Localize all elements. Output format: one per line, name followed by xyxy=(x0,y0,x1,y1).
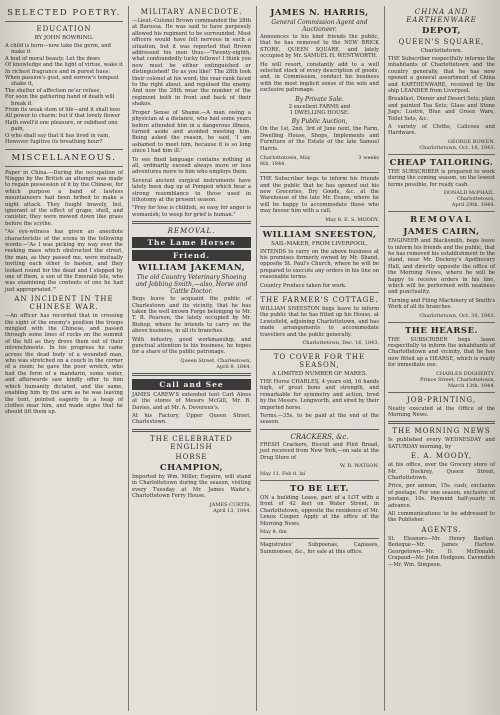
poem-body xyxy=(5,43,123,146)
harris-body: Announces to his kind friends the public, that he has removed to the NEW BRICK STORE, QUEEN SQUARE, and lately occupied by Mr. SAMUEL H. WENTWORTH. xyxy=(260,34,379,60)
subpoena-notice: Magistrates' Subpoenas, Capiases, Summonses, &c., for sale at this office. xyxy=(260,542,379,555)
agents-body: St. Eleanors—Mr. Henry Bastian. Bedeque—Mr. James Harlow. Georgetown—Mr. D. McDonald. Crapaud—Mr. John Hodgson. Cavendish—Mr. Wm. Simpson. xyxy=(388,535,495,568)
farmer-cottage-signature: Charlottetown, Dec. 16, 1843. xyxy=(302,340,379,346)
morning-news-notice: All communications to be addressed to the Publisher. xyxy=(388,511,495,524)
job-printing-body: Neatly executed at the Office of the Morning News. xyxy=(388,405,495,418)
cairn-name: JAMES CAIRN, xyxy=(403,227,480,238)
misc-paragraph: Paper in China.—During the occupation of Ningpo by the British an attempt was made to regain possession of it by the Chinese, for which purpose a band of lawless mountaineers had been bribed to make a night attack. They fought bravely, but, ignorant of the effect of grape, shell, and canister, they were mowed down like grass before the scythe. xyxy=(5,169,123,227)
poem-line: A child is born—now take the germ, and make it xyxy=(5,43,111,56)
poem-author: BY JOHN BOWRING. xyxy=(34,35,94,41)
cover-header: TO COVER FOR THE SEASON, xyxy=(273,353,366,369)
divider xyxy=(388,211,495,212)
divider xyxy=(260,538,379,539)
cover-terms: Terms.—35s. to be paid at the end of the season. xyxy=(260,413,379,426)
depot-signature: GEORGE BOWEN. Charlottetown, Oct. 18, 1843. xyxy=(419,138,495,151)
auction-weeks: 3 weeks xyxy=(358,155,379,162)
removal-header: REMOVAL xyxy=(410,215,473,226)
harris-name: JAMES N. HARRIS, xyxy=(270,8,369,18)
column-4 xyxy=(384,6,498,711)
divider xyxy=(260,226,379,227)
poem-line: All power to charm; but if that lovely flower xyxy=(5,113,121,120)
celebrated-title: HORSE xyxy=(175,452,208,461)
jakeman-body-2: With industry, good workmanship, and punctual attention to his business, he hopes for a share of the public patronage. xyxy=(132,336,251,356)
morning-news-header: THE MORNING NEWS xyxy=(392,427,491,436)
publisher-name: E. A. MOODY, xyxy=(410,452,473,461)
sneeston-subtitle: SAIL-MAKER, FROM LIVERPOOL, xyxy=(271,240,368,247)
divider xyxy=(5,149,123,150)
military-header: MILITARY ANECDOTE. xyxy=(140,8,243,16)
depot-items: Breakfast, Dinner and Desert Sets; plain and painted Tea Sets; Glass and Stone Jugs; Lustre, Blue and Green Ware, Toilet Sets, &c. xyxy=(388,96,495,122)
call-body: JAMES CAREW'S extended tent Cart Aloes at the stores of Messrs McGill, Mr. B. Davies, and at Mr. A. Devereux's. xyxy=(132,391,251,411)
depot-also: A variety of Cloths, Calicoes and Hardware. xyxy=(388,124,495,137)
column-3 xyxy=(256,6,382,711)
farmer-cottage-header: THE FARMER'S COTTAGE. xyxy=(260,295,379,304)
crackers-body: FRESH Crackers, Biscuit and Pilot Bread, just received from New York,—on sale at the Drug Store of xyxy=(260,441,379,461)
surgeons-paragraph: Several ancient surgical instruments have lately been dug up at Pompeii which bear a strong resemblance to those used in lithotomy at the present season. xyxy=(132,177,251,203)
misc-header: MISCELLANEOUS. xyxy=(11,152,117,163)
auction-signature: Charlottetown, May 8th, 1844. xyxy=(260,155,311,168)
auction-body: On the 1st, 2nd, 3rd of June next, the Farm, Dwelling House, Shops, Implements and Furniture of the Estate of the late Samuel Harris. xyxy=(260,126,379,152)
call-and-see-banner: Call and See xyxy=(132,379,251,390)
to-let-body: ON a building Lease, part of a LOT with a front of 42 feet on Water Street, in Charlottetown, opposite the residence of Mr. Lenox Cooper. Apply at the office of the Morning News. xyxy=(260,495,379,527)
divider xyxy=(260,480,379,481)
cover-subtitle: A LIMITED NUMBER OF MARES. xyxy=(271,371,368,377)
poem-title: EDUCATION xyxy=(36,25,92,33)
divider xyxy=(260,429,379,430)
lame-horses-banner: The Lame Horses xyxy=(132,237,251,248)
divider xyxy=(132,373,251,376)
divider xyxy=(388,322,495,323)
crackers-date: May 11. Feb 8. lsi xyxy=(260,471,306,478)
divider xyxy=(388,421,495,424)
poem-line: However fugitive its breathing hour? xyxy=(5,139,103,146)
poem-line: Of knowledge and the light of virtue, wake it xyxy=(5,62,123,69)
divider xyxy=(260,292,379,293)
private-sale-items: 2 excellent FARMS and 1 DWELLING HOUSE. xyxy=(288,103,351,117)
farmer-cottage-body: WILLIAM SNEESTON begs leave to inform the public that he has fitted up his House, at Lewisfield, adjoining Charlottetown, and has made arrangements to accommodate travellers and the public generally. xyxy=(260,305,379,338)
cover-body: THE Horse CHARLES, 4 years old, 16 hands high, of great bone and strength, and remarkable for symmetry and action, bred by the Messrs. Longworth, and sired by their imported horse. xyxy=(260,379,379,411)
champion-body: Imported by Wm. Miller, Esquire, will stand in Charlottetown during the season, visiting every Tuesday at Mr. James Waite's, Charlottetown Ferry House. xyxy=(132,473,251,500)
to-let-header: TO BE LET. xyxy=(290,484,349,495)
divider xyxy=(5,166,123,167)
harris-body-2: He will resort, constantly add to a well selected stock of every description of goods, and, in Commission, conduct his business with the most implicit sense of the sole and exclusive patronage. xyxy=(260,61,379,94)
agents-header: AGENTS. xyxy=(421,525,462,534)
poem-line: From its weak stem of life—and it shall lose xyxy=(5,107,121,114)
celebrated-header: THE CELEBRATED ENGLISH xyxy=(150,434,233,451)
sneeston-footer: Country Produce taken for work. xyxy=(260,282,347,289)
morning-news-body: Is published every WEDNESDAY and SATURDAY morning, by xyxy=(388,437,495,450)
depot-location: Charlottetown. xyxy=(420,48,463,54)
moody-notice-body: THE Subscriber begs to inform his friends and the public that he has opened out his new Groceries, Dry Goods, &c. at the Warehouse of the late Mr. Evans, where he will be happy to accommodate those who may favour him with a call. xyxy=(260,176,379,215)
china-depot-header: CHINA AND EARTHENWARE xyxy=(406,8,477,24)
hearse-signature: CHARLES DOGHERTY. Prince Street, Charlottetown, March 13th, 1844. xyxy=(420,370,495,389)
poem-line: For soon the gathering hand of death will break it xyxy=(5,94,115,107)
crackers-signature: W. R. WATSON. xyxy=(339,463,379,470)
tailoring-body: THE SUBSCRIBER is prepared to work during the coming season, on the lowest terms possible, for ready cash. xyxy=(388,168,495,188)
champion-signature: JAMES CURTIS, April 13, 1844. xyxy=(209,501,251,514)
divider xyxy=(260,172,379,173)
misc-paragraph: "As eye-witness has given an anecdote characteristic of the scene in the following words:—'As I was picking my way over the reeking mass which obstructed the street, the man, as they passed me, were mutually inviting each other to hasten, and they looked round for the dead and I stopped by one of them, a son of the Emerald Isle, who was examining the contents of one he had just appropriated.'" xyxy=(5,229,123,293)
crackers-header: CRACKERS, &c. xyxy=(290,432,349,441)
removal-header: REMOVAL. xyxy=(167,227,216,236)
to-let-date: May 8. 6m xyxy=(260,529,287,536)
job-printing-header: JOB-PRINTING, xyxy=(406,395,477,404)
tailoring-header: CHEAP TAILORING. xyxy=(389,157,494,168)
champion-name: CHAMPION, xyxy=(159,462,224,473)
morning-news-body-2: at his office, over the Grocery store of Mr. Dockrey, Queen Street, Charlottetown. xyxy=(388,462,495,482)
idioms-paragraph: To see fixed language contains nothing at all, ordinarily exceed always more or less adventures more to him who employs them. xyxy=(132,156,251,176)
short-paragraph: "Prey for lose is childish, so easy for anger is womanish; to weep for grief is human." xyxy=(132,205,251,218)
auction-footer xyxy=(260,154,379,169)
poetry-header: SELECTED POETRY. xyxy=(7,8,121,18)
morning-news-terms: Price, per annum, 15s. cash, exclusive of postage. For one season, exclusive of postage, 10s. Payment half-yearly in advance. xyxy=(388,483,495,509)
column-1 xyxy=(2,6,126,711)
friend-banner: Friend. xyxy=(132,250,251,261)
column-2 xyxy=(128,6,254,711)
sneeston-name: WILLIAM SNEESTON, xyxy=(262,229,377,240)
jakeman-signature: Queen Street, Charlestown, April 8, 1844. xyxy=(180,357,251,370)
divider xyxy=(132,429,251,432)
cairn-signature: Charlottetown, Oct. 30, 1843. xyxy=(419,312,495,319)
divider xyxy=(5,21,123,22)
jakeman-subtitle: The old Country Veterinary Shoeing and Jobbing Smith,—also, Horse and Cattle Doctor. xyxy=(135,274,248,296)
auction-header: By Public Auction, xyxy=(291,118,348,126)
private-sale-header: By Private Sale. xyxy=(295,95,344,103)
poem-line: Hath swell'd one pleasure, or subdued one pain, xyxy=(5,119,118,133)
jakeman-name: WILLIAM JAKEMAN, xyxy=(137,263,246,274)
depot-title: DEPOT, xyxy=(422,26,461,36)
moody-notice-signature: May 8. E. S. MOODY. xyxy=(325,216,379,223)
poem-line: O who shall say that it has lived in vain, xyxy=(5,132,110,139)
chinese-war-header: AN INCIDENT IN THE CHINESE WAR. xyxy=(14,295,114,312)
depot-body: THE Subscriber respectfully informs the inhabitants of Charlottetown and the country generally, that he has now opened a general assortment of China and EARTHENWARE, received by the ship LEANDER from Liverpool. xyxy=(388,56,495,95)
jakeman-body: Begs leave to acquaint the public of Charlestown and its vicinity, that he has taken the well known Forge belonging to Mr. T. B. Pearson, the lately occupied by Mr. Bishop, where he intends to carry on the above business, in all its branches. xyxy=(132,296,251,335)
hearse-body: THE SUBSCRIBER begs leave respectfully to inform the inhabitants of Charlottetown and vicinity, that he has now fitted up a HEARSE, which is ready for immediate use. xyxy=(388,336,495,369)
sneeston-body: INTENDS to carry on the above business at his premises formerly owned by Mr. Shand, opposite St. Paul's Church, where he will be prepared to execute any orders in his line on reasonable terms. xyxy=(260,248,379,281)
chinese-war-paragraph: —An officer has recorded that in crossing the sight of the enemy's position the troops mingled with the Chinese, and passed through some lines of rocks on the summit of the hill as they drove them out of their intrenchments. In his progress he came across the dead body of a wounded man, who was stretched on a couch in the corner of a room; he gave the poor wretch, who had the form of a mandarin, some water, and afterwards saw kindly offer to him which humanity dictated, and the same, enabling him by the arm as he was leaving the tent, pointed eagerly to a heap of clothes near him, and made signs that he should lift them up. xyxy=(5,313,123,416)
harris-subtitle: General Commission Agent and Auctioneer. xyxy=(271,19,368,33)
tailoring-signature: DONALD McPHAIL. Charlottetown, April 29th, 1844. xyxy=(443,190,495,209)
military-paragraph: —Lieut.-Colonel Brown commanded the 28th at Barossa. He was said to have purposely allowed his regiment to be surrounded. Most officers would have felt nervous in such a situation, but it was reported that Brown addressed his men thus:—'Twenty-eighth, what confoundedly lucky fellows! I think you now must be either extinguished or distinguished! Do as you like!' The 28th took their colonel at his word; the rear rank faced to the right about, and repulsed the enemy. And now the 28th wear the number of the regiment both in front and back of their shakos. xyxy=(132,18,251,108)
poem-line: The shelter of affection ne'er refuse, xyxy=(5,87,102,94)
poem-line: A bud of moral beauty. Let the dews xyxy=(5,55,100,62)
cairn-body: ENGINEER and Blacksmith, begs leave to inform his friends and the public, that he has removed his establishment to the stand, near Mr. Dockrey's Apothecary Hall, and directly opposite the office of the Morning News, where he will be happy to receive orders in his line, which will be performed with neatness and punctuality. xyxy=(388,238,496,296)
divider xyxy=(388,154,495,155)
hearse-header: THE HEARSE. xyxy=(404,325,479,336)
shame-paragraph: Proper Sense of Shame.—A man owing a physician at a distance, who had some years before attended him in a dangerous illness, turned aside and avoided meeting him. Being asked the reason, he said, 'I am ashamed to meet him, because it is so long since I had him ill.' xyxy=(132,109,251,155)
divider xyxy=(132,221,251,224)
cairn-body-2: Turning and Filing Machinery of Smith's Work of all its branches. xyxy=(388,297,495,311)
queens-square: QUEEN'S SQUARE, xyxy=(398,38,485,46)
divider xyxy=(388,392,495,393)
poem-line: When passion's gust, and sorrow's tempest shake it, xyxy=(5,75,119,88)
poem-line: In richest fragrance and in purest hues: xyxy=(5,68,111,75)
call-footer: At his Factory, Upper Queen Street, Charlestown. xyxy=(132,413,251,426)
divider xyxy=(260,349,379,350)
